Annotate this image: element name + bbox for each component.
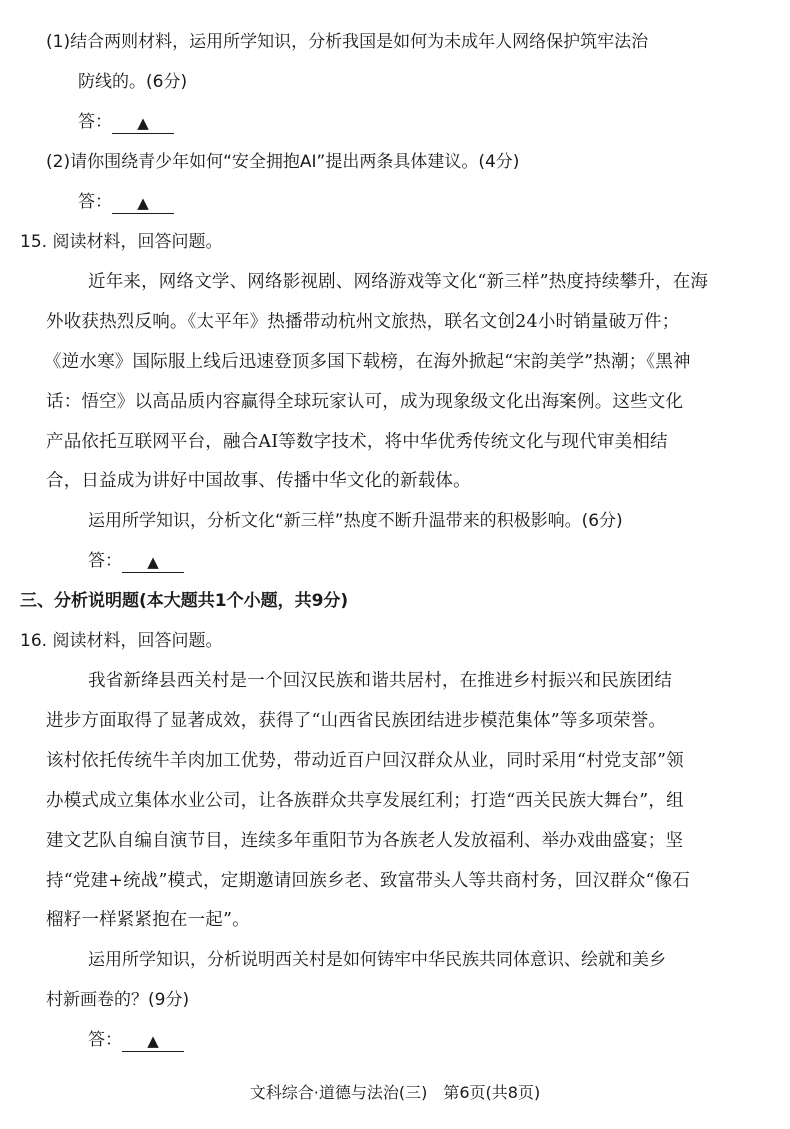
q14-sub2-answer <box>78 190 174 214</box>
answer-blank[interactable] <box>122 1029 184 1052</box>
answer-label: 答： <box>88 551 122 571</box>
answer-blank[interactable] <box>122 550 184 573</box>
q16-material-line: 办模式成立集体水业公司，让各族群众共享发展红利；打造“西关民族大舞台”，组 <box>46 791 684 811</box>
q16-question-line2: 村新画卷的？(9分) <box>46 990 190 1010</box>
q16-material-line: 持“党建+统战”模式，定期邀请回族乡老、致富带头人等共商村务，回汉群众“像石 <box>46 871 691 891</box>
answer-blank[interactable] <box>112 191 174 214</box>
q14-sub1-line2: 防线的。(6分) <box>78 72 188 92</box>
triangle-icon: ▲ <box>147 553 159 571</box>
q16-material-line: 榴籽一样紧紧抱在一起”。 <box>46 910 250 930</box>
q15-material-line: 合，日益成为讲好中国故事、传播中华文化的新载体。 <box>46 471 471 491</box>
answer-label: 答： <box>88 1030 122 1050</box>
answer-label: 答： <box>78 192 112 212</box>
q16-title: 16. 阅读材料，回答问题。 <box>20 631 223 651</box>
q15-question: 运用所学知识，分析文化“新三样”热度不断升温带来的积极影响。(6分) <box>88 511 623 531</box>
q14-sub1-line1: (1)结合两则材料，运用所学知识，分析我国是如何为未成年人网络保护筑牢法治 <box>46 32 649 52</box>
q15-material-line: 产品依托互联网平台，融合AI等数字技术，将中华优秀传统文化与现代审美相结 <box>46 432 668 452</box>
q15-answer <box>88 549 184 573</box>
q14-sub1-answer <box>78 110 174 134</box>
triangle-icon: ▲ <box>137 114 149 132</box>
section-heading: 三、分析说明题(本大题共1个小题，共9分) <box>20 591 349 611</box>
q15-title: 15. 阅读材料，回答问题。 <box>20 232 223 252</box>
answer-label: 答： <box>78 112 112 132</box>
q15-material-line: 外收获热烈反响。《太平年》热播带动杭州文旅热，联名文创24小时销量破万件； <box>46 312 680 332</box>
q16-answer <box>88 1028 184 1052</box>
q14-sub2: (2)请你围绕青少年如何“安全拥抱AI”提出两条具体建议。(4分) <box>46 152 520 172</box>
q15-material-line: 近年来，网络文学、网络影视剧、网络游戏等文化“新三样”热度持续攀升，在海 <box>88 272 709 292</box>
q16-material-line: 该村依托传统牛羊肉加工优势，带动近百户回汉群众从业，同时采用“村党支部”领 <box>46 751 684 771</box>
page-footer: 文科综合·道德与法治(三) 第6页(共8页) <box>249 1083 541 1102</box>
q16-question-line1: 运用所学知识，分析说明西关村是如何铸牢中华民族共同体意识、绘就和美乡 <box>88 950 666 970</box>
q16-material-line: 建文艺队自编自演节目，连续多年重阳节为各族老人发放福利、举办戏曲盛宴；坚 <box>46 831 684 851</box>
q16-material-line: 我省新绛县西关村是一个回汉民族和谐共居村，在推进乡村振兴和民族团结 <box>88 671 673 691</box>
answer-blank[interactable] <box>112 111 174 134</box>
q15-material-line: 话：悟空》以高品质内容赢得全球玩家认可，成为现象级文化出海案例。这些文化 <box>46 392 684 412</box>
triangle-icon: ▲ <box>147 1032 159 1050</box>
triangle-icon: ▲ <box>137 194 149 212</box>
q16-material-line: 进步方面取得了显著成效，获得了“山西省民族团结进步模范集体”等多项荣誉。 <box>46 711 667 731</box>
q15-material-line: 《逆水寒》国际服上线后迅速登顶多国下载榜，在海外掀起“宋韵美学”热潮；《黑神 <box>44 352 691 372</box>
